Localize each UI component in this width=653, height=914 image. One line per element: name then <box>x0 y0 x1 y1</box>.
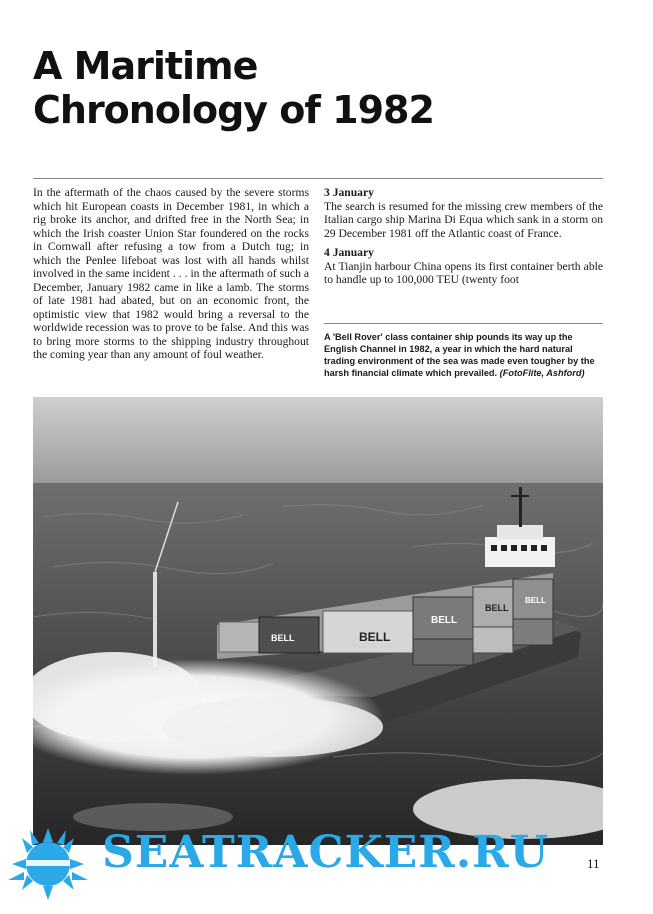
chronology-column <box>324 186 603 293</box>
bridge <box>485 537 555 567</box>
watermark-text: SEATRACKER.RU <box>102 827 550 878</box>
entry-text: At Tianjin harbour China opens its first container berth able to handle up to 100,000 TEU (twenty foot <box>324 259 603 286</box>
page-title <box>33 44 623 132</box>
container-label: BELL <box>485 603 509 613</box>
page-number: 11 <box>587 856 600 871</box>
caption-text: A 'Bell Rover' class container ship pounds its way up the English Channel in 1982, a year in which the hard natural trading environment of the sea was made even tougher by the harsh financial climate which prevailed. <box>324 332 595 378</box>
caption-credit: (FotoFlite, Ashford) <box>499 368 585 378</box>
ship-photo <box>33 397 603 845</box>
intro-paragraph: In the aftermath of the chaos caused by the severe storms which hit European coasts in December 1981, in which a rig broke its anchor, and drifted free in the North Sea; in which the Irish coaster Union Star foundered on the rocks in Cornwall after refusing a tow from a Dutch tug; in which the Penlee lifeboat was lost with all hands whilst involved in the same incident . . . in the aftermath of such a December, January 1982 came in like a lamb. The storms of late 1981 had abated, but on an economic front, the optimistic view that 1982 would bring a reversal to the worldwide recession was to prove to be false. And this was to bring more storms to the shipping industry throughout the coming year than any amount of foul weather. <box>33 186 309 361</box>
title-line-2: Chronology of 1982 <box>33 88 434 132</box>
sky <box>33 397 603 485</box>
caption-divider <box>324 323 603 324</box>
container-label: BELL <box>525 596 546 605</box>
photo-caption <box>324 331 603 379</box>
entry-date: 4 January <box>324 246 374 259</box>
container-label: BELL <box>271 633 295 643</box>
mast <box>153 572 157 667</box>
container-ship-illustration <box>33 397 603 845</box>
title-line-1: A Maritime <box>33 44 258 88</box>
container-label: BELL <box>431 615 458 626</box>
container-label: BELL <box>359 630 391 644</box>
title-divider <box>33 178 603 179</box>
entry-date: 3 January <box>324 186 374 199</box>
entry-text: The search is resumed for the missing crew members of the Italian cargo ship Marina Di Equa which sank in a storm on 29 December 1981 off the Atlantic coast of France. <box>324 199 603 240</box>
